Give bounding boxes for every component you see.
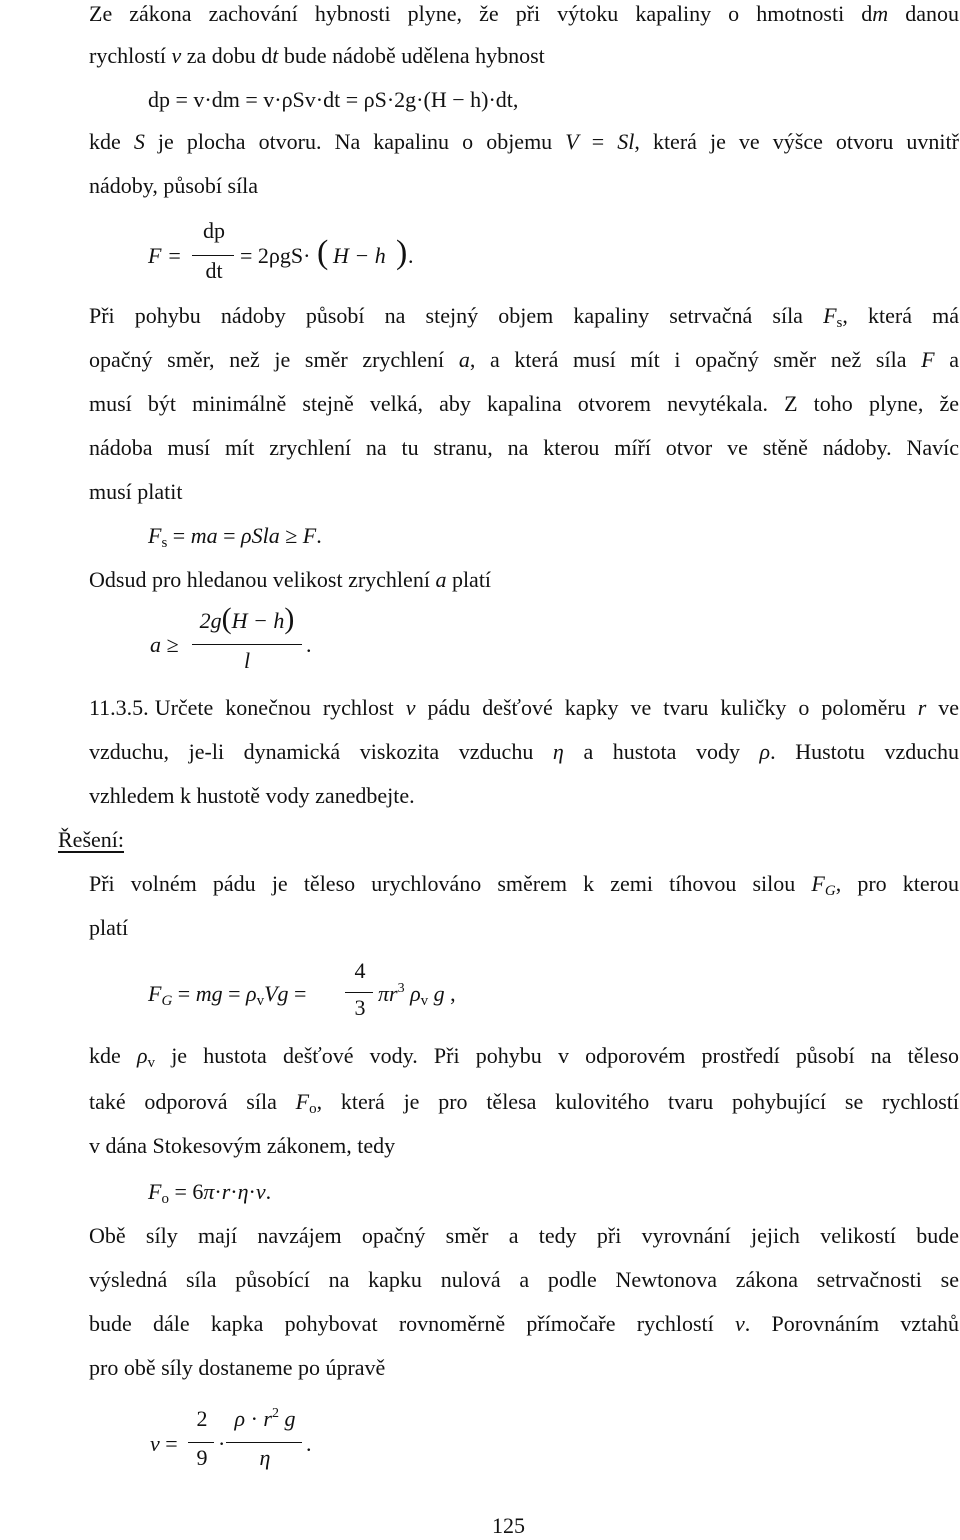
- text-line: nádoby, působí síla: [89, 173, 259, 198]
- text-line: opačný směr, než je směr zrychlení a, a která musí mít i opačný směr než síla F a: [89, 347, 959, 372]
- text-line: Při volném pádu je těleso urychlováno směrem k zemi tíhovou silou $F_G$, pro kterou: [89, 871, 960, 899]
- text-line: v dána Stokesovým zákonem, tedy: [89, 1133, 396, 1158]
- paren-left: (: [317, 234, 329, 271]
- text-line: kde $\rho_v$ je hustota dešťové vody. Při pohybu v odporovém prostředí působí na těleso: [89, 1043, 960, 1071]
- problem-line: 11.3.5. Určete konečnou rychlost v pádu dešťové kapky ve tvaru kuličky o poloměru r ve: [89, 695, 960, 720]
- equation-momentum: dp = v·dm = v·ρSv·dt = ρS·2g·(H − h)·dt,: [148, 87, 519, 112]
- eq-rhs: $\pi r^3$ $\rho_v$ g ,: [378, 981, 456, 1009]
- problem-line: vzduchu, je-li dynamická viskozita vzduchu η a hustota vody ρ. Hustotu vzduchu: [89, 739, 960, 764]
- text-line: rychlostí v za dobu dt bude nádobě udělena hybnost: [89, 43, 545, 68]
- equation-stokes: $F_o = 6\pi\cdot r\cdot\eta\cdot v$.: [148, 1179, 272, 1207]
- eq-lhs: v =: [150, 1431, 178, 1456]
- fraction-numerator: 2g(H − h): [199, 602, 295, 635]
- eq-lhs: $F_G$ = mg = $\rho_vVg$ =: [148, 981, 307, 1009]
- fraction-denominator: l: [243, 648, 251, 673]
- text-line: platí: [89, 915, 129, 940]
- paren-right: ): [396, 234, 408, 271]
- text-line: musí platit: [89, 479, 183, 504]
- fraction-bar: [192, 255, 234, 256]
- page-number: 125: [492, 1513, 525, 1538]
- fraction-denominator: 9: [196, 1445, 208, 1470]
- problem-line: vzhledem k hustotě vody zanedbejte.: [89, 783, 415, 808]
- solution-label: Řešení:: [58, 827, 124, 852]
- fraction-bar: [345, 992, 373, 993]
- text-line: také odporová síla $F_o$, která je pro tělesa kulovitého tvaru pohybující se rychlostí: [89, 1089, 959, 1117]
- text-line: nádoba musí mít zrychlení na tu stranu, na kterou míří otvor ve stěně nádoby. Navíc: [89, 435, 959, 460]
- text-line: bude dále kapka pohybovat rovnoměrně přímočaře rychlostí v. Porovnáním vztahů: [89, 1311, 959, 1336]
- text-line: pro obě síly dostaneme po úpravě: [89, 1355, 386, 1380]
- problem-number: 11.3.5.: [89, 695, 149, 720]
- text-line: Ze zákona zachování hybnosti plyne, že při výtoku kapaliny o hmotnosti dm danou: [89, 1, 959, 26]
- fraction-denominator: dt: [205, 258, 223, 283]
- eq-paren-content: H − h: [333, 243, 386, 268]
- text-line: kde S je plocha otvoru. Na kapalinu o objemu V = Sl, která je ve výšce otvoru uvnitř: [89, 129, 959, 154]
- fraction-denominator: 3: [354, 995, 366, 1020]
- text-line: Odsud pro hledanou velikost zrychlení a platí: [89, 567, 492, 592]
- fraction-numerator: 4: [354, 958, 366, 983]
- eq-lhs: a ≥: [150, 632, 179, 657]
- eq-dot: ·: [218, 1431, 226, 1456]
- fraction-numerator: dp: [203, 218, 225, 243]
- fraction-numerator: 2: [196, 1406, 208, 1431]
- fraction-denominator: η: [259, 1445, 271, 1470]
- fraction-bar: [192, 644, 302, 645]
- fraction-numerator: $\rho \cdot r^2$ g: [234, 1406, 296, 1431]
- text-line: Při pohybu nádoby působí na stejný objem kapaliny setrvačná síla $F_s$, která má: [89, 303, 959, 331]
- fraction-bar: [226, 1442, 302, 1443]
- text-line: výsledná síla působící na kapku nulová a podle Newtonova zákona setrvačnosti se: [89, 1267, 959, 1292]
- eq-lhs: F =: [148, 243, 182, 268]
- eq-rhs: = 2ρgS·: [240, 243, 311, 268]
- text-line: musí být minimálně stejně velká, aby kapalina otvorem nevytékala. Z toho plyne, že: [89, 391, 959, 416]
- equation-inertial-force: $F_s$ = ma = ρSla ≥ F.: [148, 523, 322, 551]
- fraction-bar: [188, 1442, 214, 1443]
- eq-end: .: [306, 1431, 312, 1456]
- eq-end: .: [306, 632, 312, 657]
- eq-end: .: [408, 243, 414, 268]
- text-line: Obě síly mají navzájem opačný směr a tedy při vyrovnání jejich velikostí bude: [89, 1223, 959, 1248]
